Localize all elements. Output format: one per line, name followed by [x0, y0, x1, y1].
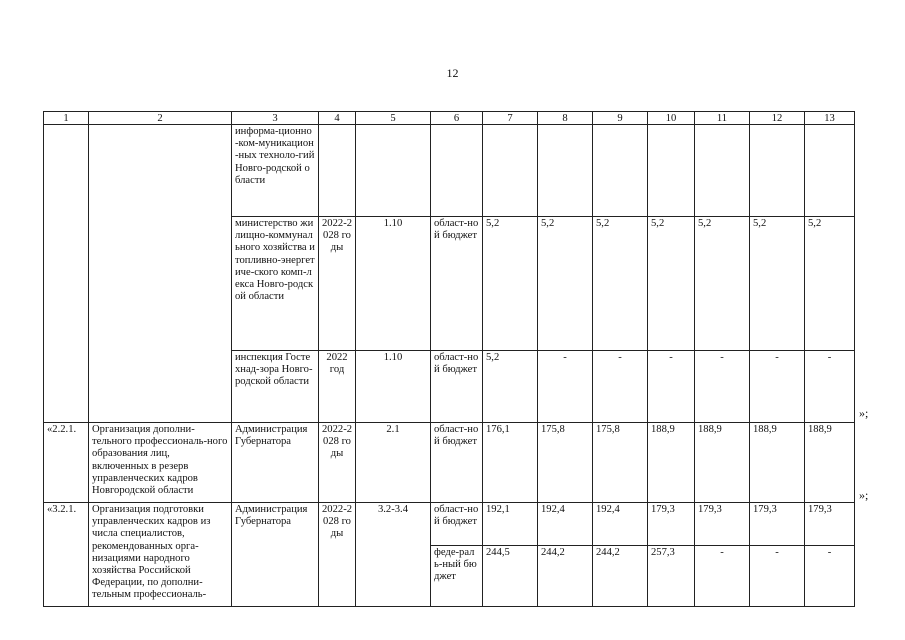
- closing-quote: »;: [859, 488, 869, 502]
- cell-number: «3.2.1.: [44, 503, 89, 607]
- cell-source: област-ной бюджет: [431, 217, 483, 351]
- column-header: 8: [538, 112, 593, 125]
- cell-executor: Администрация Губернатора: [232, 423, 319, 503]
- cell-value: 179,3: [648, 503, 695, 546]
- cell-value: -: [695, 546, 750, 607]
- cell-value: 5,2: [750, 217, 805, 351]
- cell-empty: [44, 125, 89, 423]
- cell-value: 244,2: [538, 546, 593, 607]
- cell-number: «2.2.1.: [44, 423, 89, 503]
- cell-empty: [805, 125, 855, 217]
- cell-value: 188,9: [750, 423, 805, 503]
- column-header: 3: [232, 112, 319, 125]
- cell-source: феде-раль-ный бюджет: [431, 546, 483, 607]
- cell-value: 192,4: [538, 503, 593, 546]
- cell-value: 5,2: [695, 217, 750, 351]
- cell-value: 175,8: [538, 423, 593, 503]
- cell-value: 5,2: [483, 217, 538, 351]
- cell-empty: [89, 125, 232, 423]
- cell-value: -: [695, 351, 750, 423]
- column-header: 12: [750, 112, 805, 125]
- cell-value: 176,1: [483, 423, 538, 503]
- column-header: 1: [44, 112, 89, 125]
- cell-name: Организация дополни-тельного профессиональ-ного образования лиц, включенных в резерв управленческих кадров Новгородской области: [89, 423, 232, 503]
- cell-value: -: [750, 351, 805, 423]
- cell-executor: Администрация Губернатора: [232, 503, 319, 607]
- cell-value: 244,5: [483, 546, 538, 607]
- column-header: 10: [648, 112, 695, 125]
- cell-period: 2022-2028 годы: [319, 217, 356, 351]
- header-row: [44, 112, 855, 125]
- cell-name: Организация подготовки управленческих кадров из числа специалистов, рекомендованных орга-низациями народного хозяйства Российской Федерации, по дополни-тельным профессиональ-: [89, 503, 232, 607]
- page-number: 12: [446, 66, 459, 80]
- cell-empty: [431, 125, 483, 217]
- cell-value: -: [538, 351, 593, 423]
- table-row: [44, 125, 855, 217]
- cell-empty: [483, 125, 538, 217]
- cell-value: 5,2: [648, 217, 695, 351]
- column-header: 2: [89, 112, 232, 125]
- cell-value: 5,2: [593, 217, 648, 351]
- cell-value: -: [648, 351, 695, 423]
- cell-value: 188,9: [648, 423, 695, 503]
- column-header: 7: [483, 112, 538, 125]
- cell-empty: [695, 125, 750, 217]
- cell-value: 175,8: [593, 423, 648, 503]
- cell-value: -: [750, 546, 805, 607]
- budget-table: [43, 111, 855, 607]
- cell-value: 179,3: [805, 503, 855, 546]
- column-header: 6: [431, 112, 483, 125]
- cell-target: 1.10: [356, 217, 431, 351]
- table-row: [44, 503, 855, 546]
- cell-value: -: [805, 546, 855, 607]
- cell-target: 2.1: [356, 423, 431, 503]
- cell-empty: [356, 125, 431, 217]
- cell-source: област-ной бюджет: [431, 423, 483, 503]
- cell-executor: инспекция Гостехнад-зора Новго-родской области: [232, 351, 319, 423]
- cell-value: 188,9: [695, 423, 750, 503]
- cell-empty: [538, 125, 593, 217]
- cell-target: 3.2-3.4: [356, 503, 431, 607]
- column-header: 11: [695, 112, 750, 125]
- column-header: 9: [593, 112, 648, 125]
- cell-value: 5,2: [805, 217, 855, 351]
- cell-value: -: [593, 351, 648, 423]
- cell-executor: министерство жилищно-коммунального хозяйства и топливно-энергетиче-ского комп-лекса Новго-родской области: [232, 217, 319, 351]
- cell-target: 1.10: [356, 351, 431, 423]
- cell-value: 192,4: [593, 503, 648, 546]
- cell-executor: информа-ционно-ком-муникацион-ных техноло-гий Новго-родской области: [232, 125, 319, 217]
- cell-empty: [750, 125, 805, 217]
- cell-period: 2022-2028 годы: [319, 503, 356, 607]
- cell-value: 5,2: [483, 351, 538, 423]
- cell-empty: [593, 125, 648, 217]
- cell-value: 179,3: [695, 503, 750, 546]
- table-row: [44, 423, 855, 503]
- cell-value: -: [805, 351, 855, 423]
- cell-source: област-ной бюджет: [431, 351, 483, 423]
- cell-value: 244,2: [593, 546, 648, 607]
- cell-period: 2022 год: [319, 351, 356, 423]
- column-header: 13: [805, 112, 855, 125]
- cell-period: 2022-2028 годы: [319, 423, 356, 503]
- column-header: 5: [356, 112, 431, 125]
- cell-value: 192,1: [483, 503, 538, 546]
- cell-value: 5,2: [538, 217, 593, 351]
- cell-empty: [648, 125, 695, 217]
- cell-source: област-ной бюджет: [431, 503, 483, 546]
- cell-value: 179,3: [750, 503, 805, 546]
- cell-empty: [319, 125, 356, 217]
- column-header: 4: [319, 112, 356, 125]
- closing-quote: »;: [859, 406, 869, 420]
- cell-value: 257,3: [648, 546, 695, 607]
- cell-value: 188,9: [805, 423, 855, 503]
